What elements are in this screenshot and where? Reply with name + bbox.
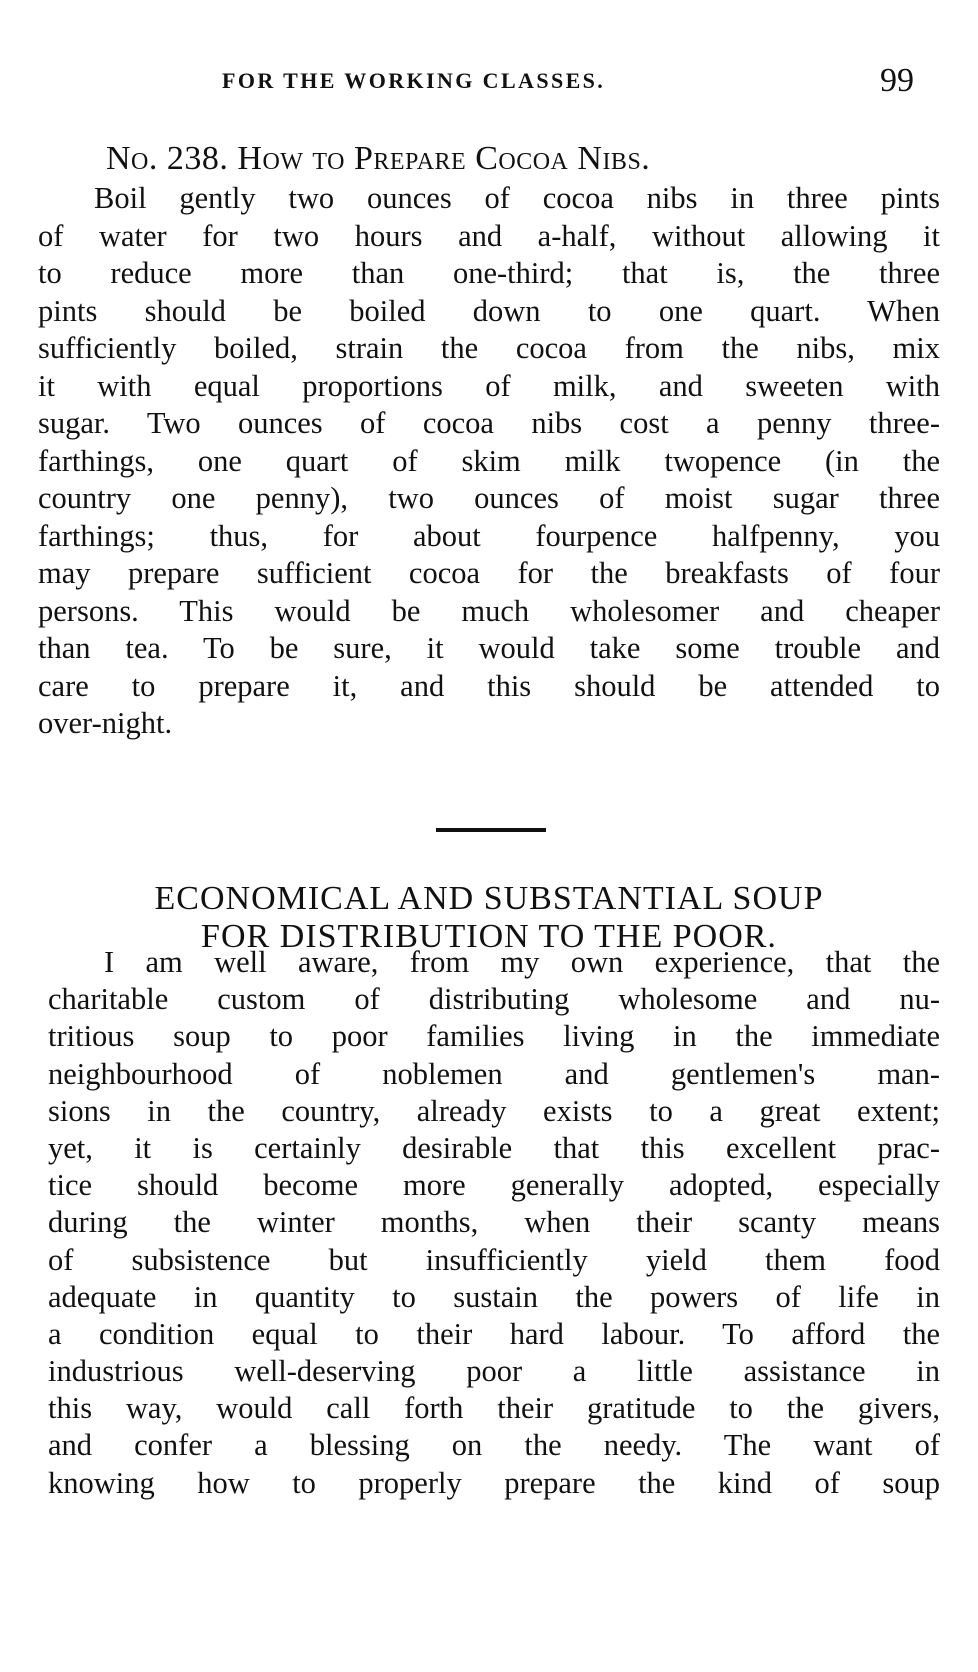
text-line: tice should become more generally adopted, especially — [48, 1168, 940, 1203]
running-title: FOR THE WORKING CLASSES. — [222, 68, 606, 93]
text-line: may prepare sufficient cocoa for the breakfasts of four — [38, 556, 940, 590]
recipe-paragraph — [38, 180, 940, 743]
text-line: and confer a blessing on the needy. The want of — [48, 1428, 940, 1463]
section-heading-line: FOR DISTRIBUTION TO THE POOR. — [201, 918, 777, 955]
section-paragraph — [48, 944, 940, 1502]
text-line: country one penny), two ounces of moist sugar three — [38, 481, 940, 515]
text-line: sions in the country, already exists to a great extent; — [48, 1093, 940, 1128]
running-head — [0, 62, 978, 106]
text-line: sugar. Two ounces of cocoa nibs cost a penny three- — [38, 406, 940, 440]
recipe-title: No. 238. How to Prepare Cocoa Nibs. — [106, 140, 651, 177]
text-line: of subsistence but insufficiently yield them food — [48, 1242, 940, 1277]
text-line: industrious well-deserving poor a little assistance in — [48, 1354, 940, 1389]
text-line: during the winter months, when their scanty means — [48, 1205, 940, 1240]
text-line: it with equal proportions of milk, and sweeten with — [38, 368, 940, 403]
text-line: than tea. To be sure, it would take some trouble and — [38, 631, 940, 665]
text-line: a condition equal to their hard labour. To afford the — [48, 1316, 940, 1351]
text-line: yet, it is certainly desirable that this excellent prac- — [48, 1130, 940, 1165]
text-line: sufficiently boiled, strain the cocoa from the nibs, mix — [38, 331, 940, 365]
section-divider — [436, 828, 546, 832]
text-line: neighbourhood of noblemen and gentlemen's man- — [48, 1056, 940, 1091]
text-line: I am well aware, from my own experience, that the — [104, 945, 940, 979]
text-line: Boil gently two ounces of cocoa nibs in three pints — [94, 181, 940, 215]
text-line: this way, would call forth their gratitude to the givers, — [48, 1391, 940, 1426]
text-line: care to prepare it, and this should be attended to — [38, 668, 940, 703]
text-line: adequate in quantity to sustain the powers of life in — [48, 1279, 940, 1314]
text-line: to reduce more than one-third; that is, the three — [38, 256, 940, 290]
section-heading-line: ECONOMICAL AND SUBSTANTIAL SOUP — [154, 880, 824, 917]
text-line: farthings; thus, for about fourpence halfpenny, you — [38, 518, 940, 553]
text-line: of water for two hours and a-half, without allowing it — [38, 218, 940, 253]
text-line: knowing how to properly prepare the kind of soup — [48, 1465, 940, 1500]
text-line: charitable custom of distributing wholesome and nu- — [48, 982, 940, 1017]
text-line: tritious soup to poor families living in the immediate — [48, 1019, 940, 1054]
page-number: 99 — [880, 62, 914, 99]
text-line: pints should be boiled down to one quart. When — [38, 293, 940, 328]
text-line: farthings, one quart of skim milk twopence (in the — [38, 443, 940, 478]
text-line: over-night. — [38, 706, 173, 740]
text-line: persons. This would be much wholesomer and cheaper — [38, 593, 940, 628]
